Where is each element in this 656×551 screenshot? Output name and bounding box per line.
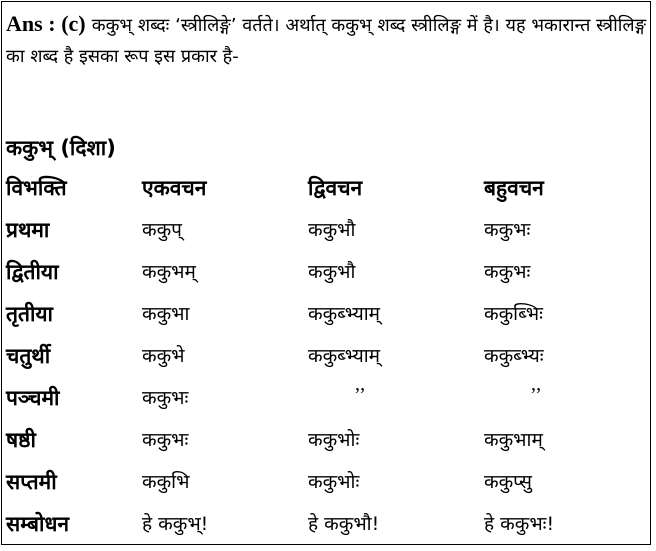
header-dual: द्विवचन (308, 176, 363, 200)
answer-label: Ans : (c) (6, 11, 86, 36)
declension-heading: ककुभ् (दिशा) (6, 136, 116, 160)
table-row (6, 380, 646, 422)
table-row (6, 338, 646, 380)
singular-form: ककुभे (142, 345, 185, 367)
header-singular: एकवचन (142, 176, 207, 200)
case-name: प्रथमा (6, 218, 50, 242)
plural-form: ककुप्सु (484, 471, 532, 493)
singular-form: ककुभि (142, 471, 190, 493)
case-name: द्वितीया (6, 260, 59, 284)
plural-form: ककुभः (484, 261, 531, 283)
case-name: चतुर्थी (6, 344, 51, 368)
header-case: विभक्ति (6, 176, 67, 200)
dual-form-ditto: ’’ (354, 384, 366, 406)
singular-form: ककुप् (142, 219, 182, 241)
case-name: पञ्चमी (6, 386, 60, 410)
answer-text: ककुभ् शब्दः ‘स्त्रीलिङ्गे’ वर्तते। अर्थात् ककुभ् शब्द स्त्रीलिङ्ग में है। यह भकारान्त स्त्रीलिङ्ग का शब्द है इसका रूप इस प्रकार है- (6, 15, 647, 67)
table-row (6, 212, 646, 254)
table-row (6, 422, 646, 464)
singular-form: ककुभः (142, 387, 189, 409)
dual-form: ककुब्भ्याम् (308, 345, 381, 367)
table-header-row (6, 170, 646, 212)
table-row (6, 506, 646, 548)
declension-table (6, 170, 646, 548)
case-name: सप्तमी (6, 470, 57, 494)
plural-form: ककुब्भ्यः (484, 345, 544, 367)
plural-form: ककुभाम् (484, 429, 543, 451)
table-row (6, 464, 646, 506)
header-plural: बहुवचन (484, 176, 544, 200)
singular-form: ककुभम् (142, 261, 196, 283)
singular-form: ककुभः (142, 429, 189, 451)
table-row (6, 296, 646, 338)
dual-form: ककुब्भ्याम् (308, 303, 381, 325)
dual-form: ककुभौ (308, 261, 356, 283)
dual-form: ककुभोः (308, 429, 360, 451)
dual-form: ककुभौ (308, 219, 356, 241)
singular-form: ककुभा (142, 303, 190, 325)
case-name: सम्बोधन (6, 512, 70, 536)
plural-form: ककुब्भिः (484, 303, 543, 325)
plural-form: हे ककुभः! (484, 513, 555, 535)
case-name: षष्ठी (6, 428, 36, 452)
singular-form: हे ककुभ्! (142, 513, 209, 535)
case-name: तृतीया (6, 302, 53, 326)
dual-form: ककुभोः (308, 471, 360, 493)
plural-form-ditto: ’’ (530, 384, 542, 406)
dual-form: हे ककुभौ! (308, 513, 380, 535)
table-row (6, 254, 646, 296)
plural-form: ककुभः (484, 219, 531, 241)
answer-paragraph (6, 8, 646, 72)
